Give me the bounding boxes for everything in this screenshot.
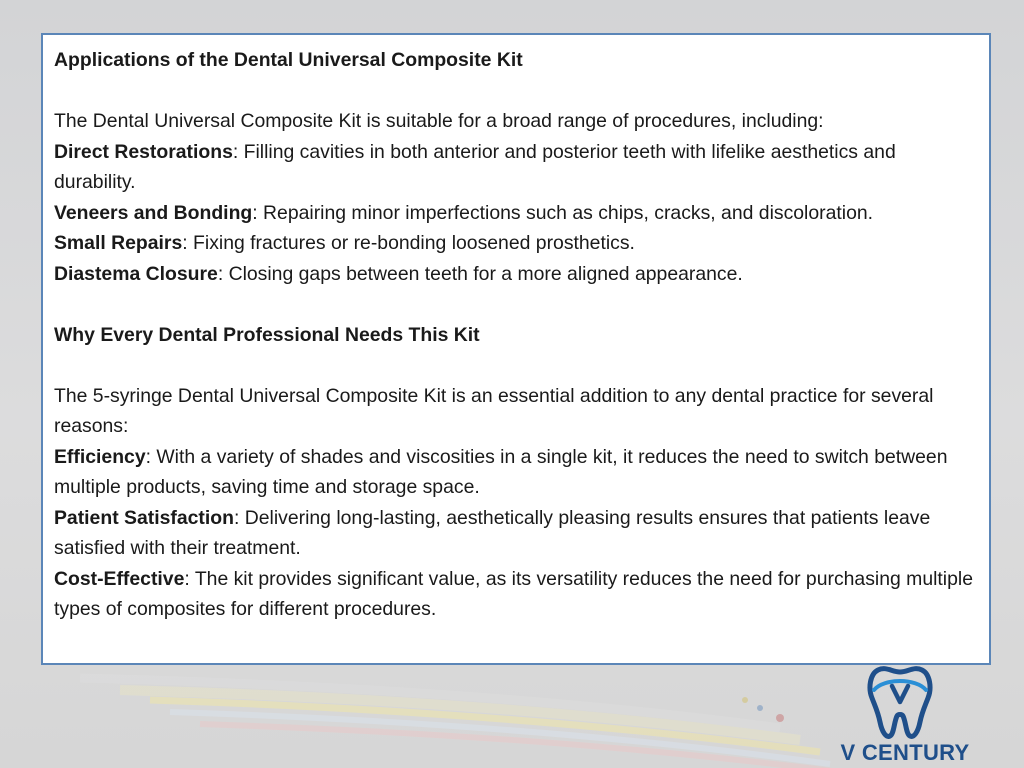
section-heading-why: Why Every Dental Professional Needs This Kit bbox=[54, 323, 480, 346]
list-item bbox=[54, 228, 979, 259]
item-description: : The kit provides significant value, as its versatility reduces the need for purchasing multiple types of composites for different procedures. bbox=[54, 567, 973, 620]
item-description: : Closing gaps between teeth for a more aligned appearance. bbox=[217, 262, 743, 285]
item-description: : Delivering long-lasting, aesthetically pleasing results ensures that patients leave satisfied with their treatment. bbox=[54, 506, 931, 559]
section-heading-applications: Applications of the Dental Universal Composite Kit bbox=[54, 49, 523, 71]
list-item bbox=[54, 198, 979, 229]
item-term: Patient Satisfaction bbox=[54, 506, 234, 529]
list-item bbox=[54, 503, 979, 564]
tooth-icon bbox=[864, 660, 936, 740]
spacer bbox=[54, 289, 979, 320]
item-term: Direct Restorations bbox=[54, 140, 233, 163]
brand-logo bbox=[836, 656, 996, 768]
item-term: Diastema Closure bbox=[54, 262, 218, 285]
brand-name: V CENTURY bbox=[840, 740, 970, 765]
item-description: : Repairing minor imperfections such as chips, cracks, and discoloration. bbox=[252, 201, 874, 224]
item-description: : Fixing fractures or re-bonding loosened prosthetics. bbox=[182, 232, 635, 254]
item-term: Cost-Effective bbox=[54, 567, 185, 590]
list-item bbox=[54, 259, 979, 290]
section-intro-applications: The Dental Universal Composite Kit is suitable for a broad range of procedures, including: bbox=[54, 110, 824, 132]
list-item bbox=[54, 442, 979, 503]
spacer bbox=[54, 350, 979, 381]
section-intro-why: The 5-syringe Dental Universal Composite Kit is an essential addition to any dental practice for several reasons: bbox=[54, 384, 934, 437]
item-term: Efficiency bbox=[54, 445, 146, 468]
item-description: : Filling cavities in both anterior and posterior teeth with lifelike aesthetics and durability. bbox=[54, 140, 896, 193]
content-box bbox=[41, 33, 991, 665]
item-description: : With a variety of shades and viscosities in a single kit, it reduces the need to switch between multiple products, saving time and storage space. bbox=[54, 445, 948, 498]
list-item bbox=[54, 564, 979, 625]
spacer bbox=[54, 76, 979, 107]
item-term: Veneers and Bonding bbox=[54, 201, 253, 224]
list-item bbox=[54, 137, 979, 198]
item-term: Small Repairs bbox=[54, 232, 183, 254]
